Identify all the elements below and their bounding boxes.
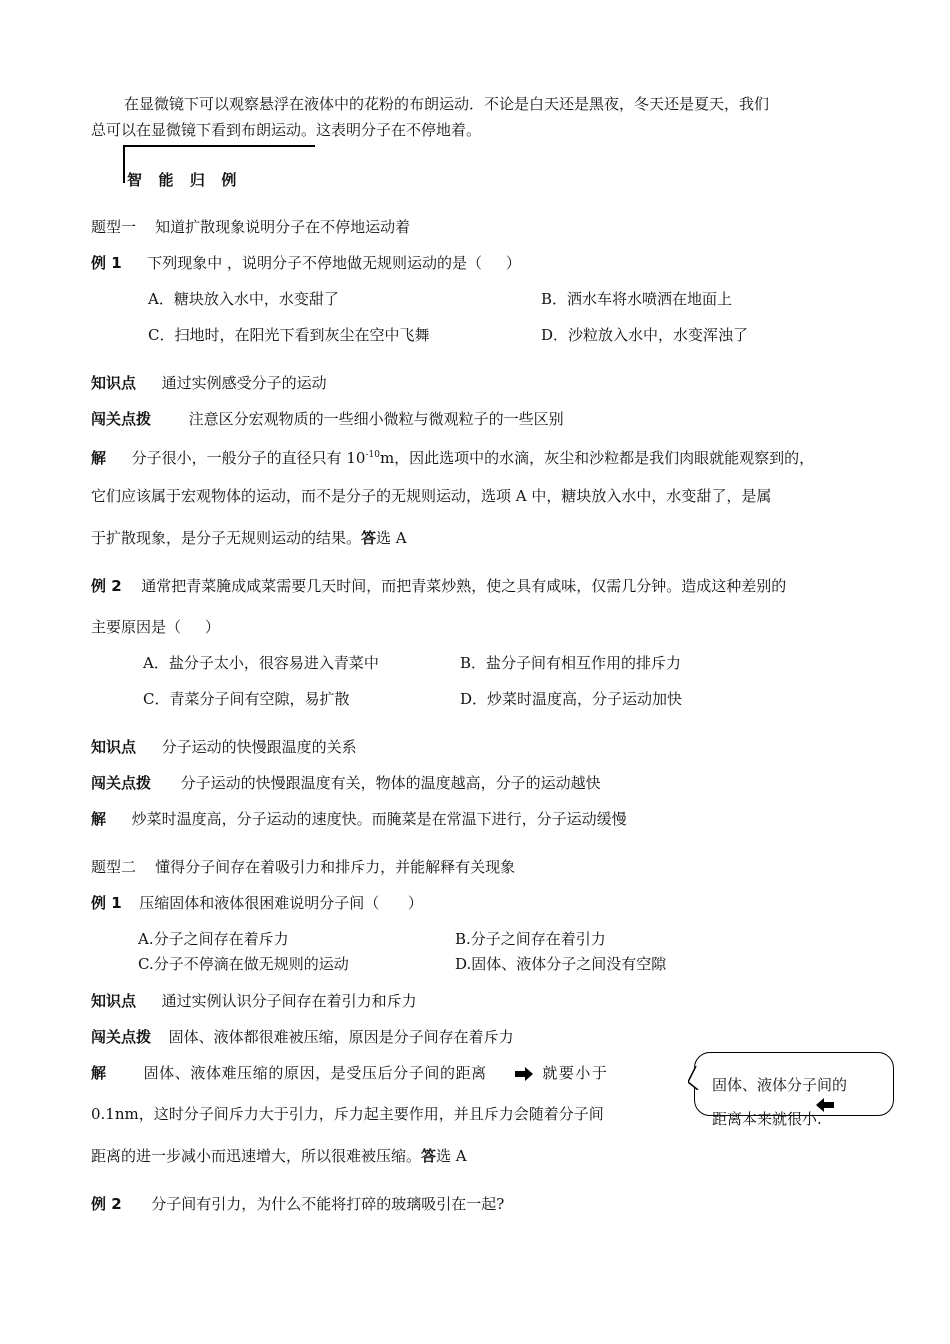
t2-ex1-label: 例 1 xyxy=(91,894,122,912)
callout-line-2: 距离本来就很小. xyxy=(712,1110,822,1128)
t1-ex2-option-d: D．炒菜时温度高，分子运动加快 xyxy=(460,690,683,708)
t2-ex1-solution-line-2: 0.1nm，这时分子间斥力大于引力，斥力起主要作用，并且斥力会随着分子间 xyxy=(91,1105,604,1123)
t1-ex2-question-l1: 通常把青菜腌成咸菜需要几天时间，而把青菜炒熟，使之具有咸味，仅需几分钟。造成这种差别的 xyxy=(141,577,787,595)
t2-ex1-option-c: C.分子不停滴在做无规则的运动 xyxy=(138,955,349,973)
t2-ex1-option-a: A.分子之间存在着斥力 xyxy=(138,930,289,948)
t2-ex1-sol-label: 解 xyxy=(91,1064,107,1082)
t2-ex1-sol-text-3: 距离的进一步减小而迅速增大，所以很难被压缩。 xyxy=(91,1147,422,1165)
t1-ex2-tip-text: 分子运动的快慢跟温度有关，物体的温度越高，分子的运动越快 xyxy=(180,774,601,792)
t1-ex2-label: 例 2 xyxy=(91,577,122,595)
t1-ex2-kp-label: 知识点 xyxy=(91,738,137,756)
t1-ex2-question-line-2: 主要原因是（ ） xyxy=(91,618,220,636)
t1-ex1-sol-text-b: m，因此选项中的水滴，灰尘和沙粒都是我们肉眼就能观察到的， xyxy=(379,449,815,467)
t1-ex1-tip-label: 闯关点拨 xyxy=(91,410,152,428)
t2-ex1-tip-text: 固体、液体都很难被压缩，原因是分子间存在着斥力 xyxy=(168,1028,514,1046)
t1-ex1-solution-line-2: 它们应该属于宏观物体的运动，而不是分子的无规则运动，选项 A 中，糖块放入水中，水变甜了，是属 xyxy=(91,487,772,505)
t1-ex1-option-a: A．糖块放入水中，水变甜了 xyxy=(148,290,339,308)
t1-ex1-kp-label: 知识点 xyxy=(91,374,137,392)
section-title: 智 能 归 例 xyxy=(127,171,239,189)
t2-ex2-question: 分子间有引力，为什么不能将打碎的玻璃吸引在一起? xyxy=(151,1195,505,1213)
intro-line-2: 总可以在显微镜下看到布朗运动。这表明分子在不停地着。 xyxy=(91,121,482,139)
t2-ex2-label: 例 2 xyxy=(91,1195,122,1213)
t2-ex1-tip-row xyxy=(91,1027,514,1047)
intro-line-1: 在显微镜下可以观察悬浮在液体中的花粉的布朗运动．不论是白天还是黑夜，冬天还是夏天，我们 xyxy=(124,95,770,113)
t1-ex1-solution-line-1 xyxy=(91,445,814,468)
t1-ex2-knowledge-row xyxy=(91,737,357,757)
t1-ex1-sol-exponent: -10 xyxy=(365,450,380,460)
callout-line-1: 固体、液体分子间的 xyxy=(712,1076,848,1094)
type2-heading: 题型二 懂得分子间存在着吸引力和排斥力，并能解释有关现象 xyxy=(91,858,516,876)
t1-ex1-label: 例 1 xyxy=(91,254,122,272)
t1-ex2-solution-row xyxy=(91,809,627,829)
t1-ex1-sol-label: 解 xyxy=(91,449,107,467)
t1-ex1-sol-text-3: 于扩散现象，是分子无规则运动的结果。 xyxy=(91,529,362,547)
t2-ex1-kp-label: 知识点 xyxy=(91,992,137,1010)
t1-ex2-tip-row xyxy=(91,773,601,793)
arrow-left-icon xyxy=(816,1098,834,1112)
t1-ex2-option-a: A．盐分子太小，很容易进入青菜中 xyxy=(143,654,379,672)
t2-ex1-answer-text: 选 A xyxy=(436,1147,467,1165)
callout-tail xyxy=(688,1066,702,1090)
t1-ex1-answer-label: 答 xyxy=(361,529,377,547)
t2-ex1-question-row xyxy=(91,893,423,913)
t1-ex1-kp-text: 通过实例感受分子的运动 xyxy=(161,374,327,392)
t1-ex2-sol-text: 炒菜时温度高，分子运动的速度快。而腌菜是在常温下进行，分子运动缓慢 xyxy=(131,810,627,828)
t2-ex1-knowledge-row xyxy=(91,991,417,1011)
t2-ex1-sol-text-a: 固体、液体难压缩的原因，是受压后分子间的距离 xyxy=(143,1064,487,1082)
t2-ex1-option-d: D.固体、液体分子之间没有空隙 xyxy=(455,955,667,973)
t1-ex1-option-d: D．沙粒放入水中，水变浑浊了 xyxy=(541,326,749,344)
t1-ex2-option-b: B．盐分子间有相互作用的排斥力 xyxy=(460,654,682,672)
t1-ex1-option-c: C．扫地时，在阳光下看到灰尘在空中飞舞 xyxy=(148,326,430,344)
t2-ex1-option-b: B.分子之间存在着引力 xyxy=(455,930,606,948)
t1-ex1-answer-text: 选 A xyxy=(376,529,407,547)
t1-ex2-sol-label: 解 xyxy=(91,810,107,828)
t1-ex1-tip-row xyxy=(91,409,564,429)
t2-ex1-answer-label: 答 xyxy=(421,1147,437,1165)
t1-ex2-option-c: C．青菜分子间有空隙，易扩散 xyxy=(143,690,350,708)
t2-ex2-question-row xyxy=(91,1194,504,1214)
t2-ex1-sol-text-b: 就要小于 xyxy=(542,1064,609,1082)
note-callout xyxy=(694,1052,894,1128)
arrow-right-icon xyxy=(515,1067,533,1081)
section-bracket-left xyxy=(123,145,125,183)
t1-ex2-kp-text: 分子运动的快慢跟温度的关系 xyxy=(161,738,357,756)
t1-ex1-solution-line-3 xyxy=(91,528,407,548)
t1-ex1-tip-text: 注意区分宏观物质的一些细小微粒与微观粒子的一些区别 xyxy=(188,410,564,428)
t1-ex2-tip-label: 闯关点拨 xyxy=(91,774,152,792)
t1-ex1-knowledge-row xyxy=(91,373,327,393)
t1-ex1-sol-text-a: 分子很小，一般分子的直径只有 10 xyxy=(131,449,366,467)
t2-ex1-solution-line-3 xyxy=(91,1146,467,1166)
type1-heading: 题型一 知道扩散现象说明分子在不停地运动着 xyxy=(91,218,411,236)
t1-ex1-question: 下列现象中 ，说明分子不停地做无规则运动的是（ ） xyxy=(147,254,521,272)
t1-ex1-option-b: B．洒水车将水喷洒在地面上 xyxy=(541,290,733,308)
t2-ex1-question: 压缩固体和液体很困难说明分子间（ ） xyxy=(139,894,423,912)
t2-ex1-kp-text: 通过实例认识分子间存在着引力和斥力 xyxy=(161,992,417,1010)
t2-ex1-tip-label: 闯关点拨 xyxy=(91,1028,152,1046)
section-bracket-top xyxy=(123,145,315,147)
t1-ex1-question-row xyxy=(91,253,521,273)
t1-ex2-question-line-1 xyxy=(91,576,786,596)
